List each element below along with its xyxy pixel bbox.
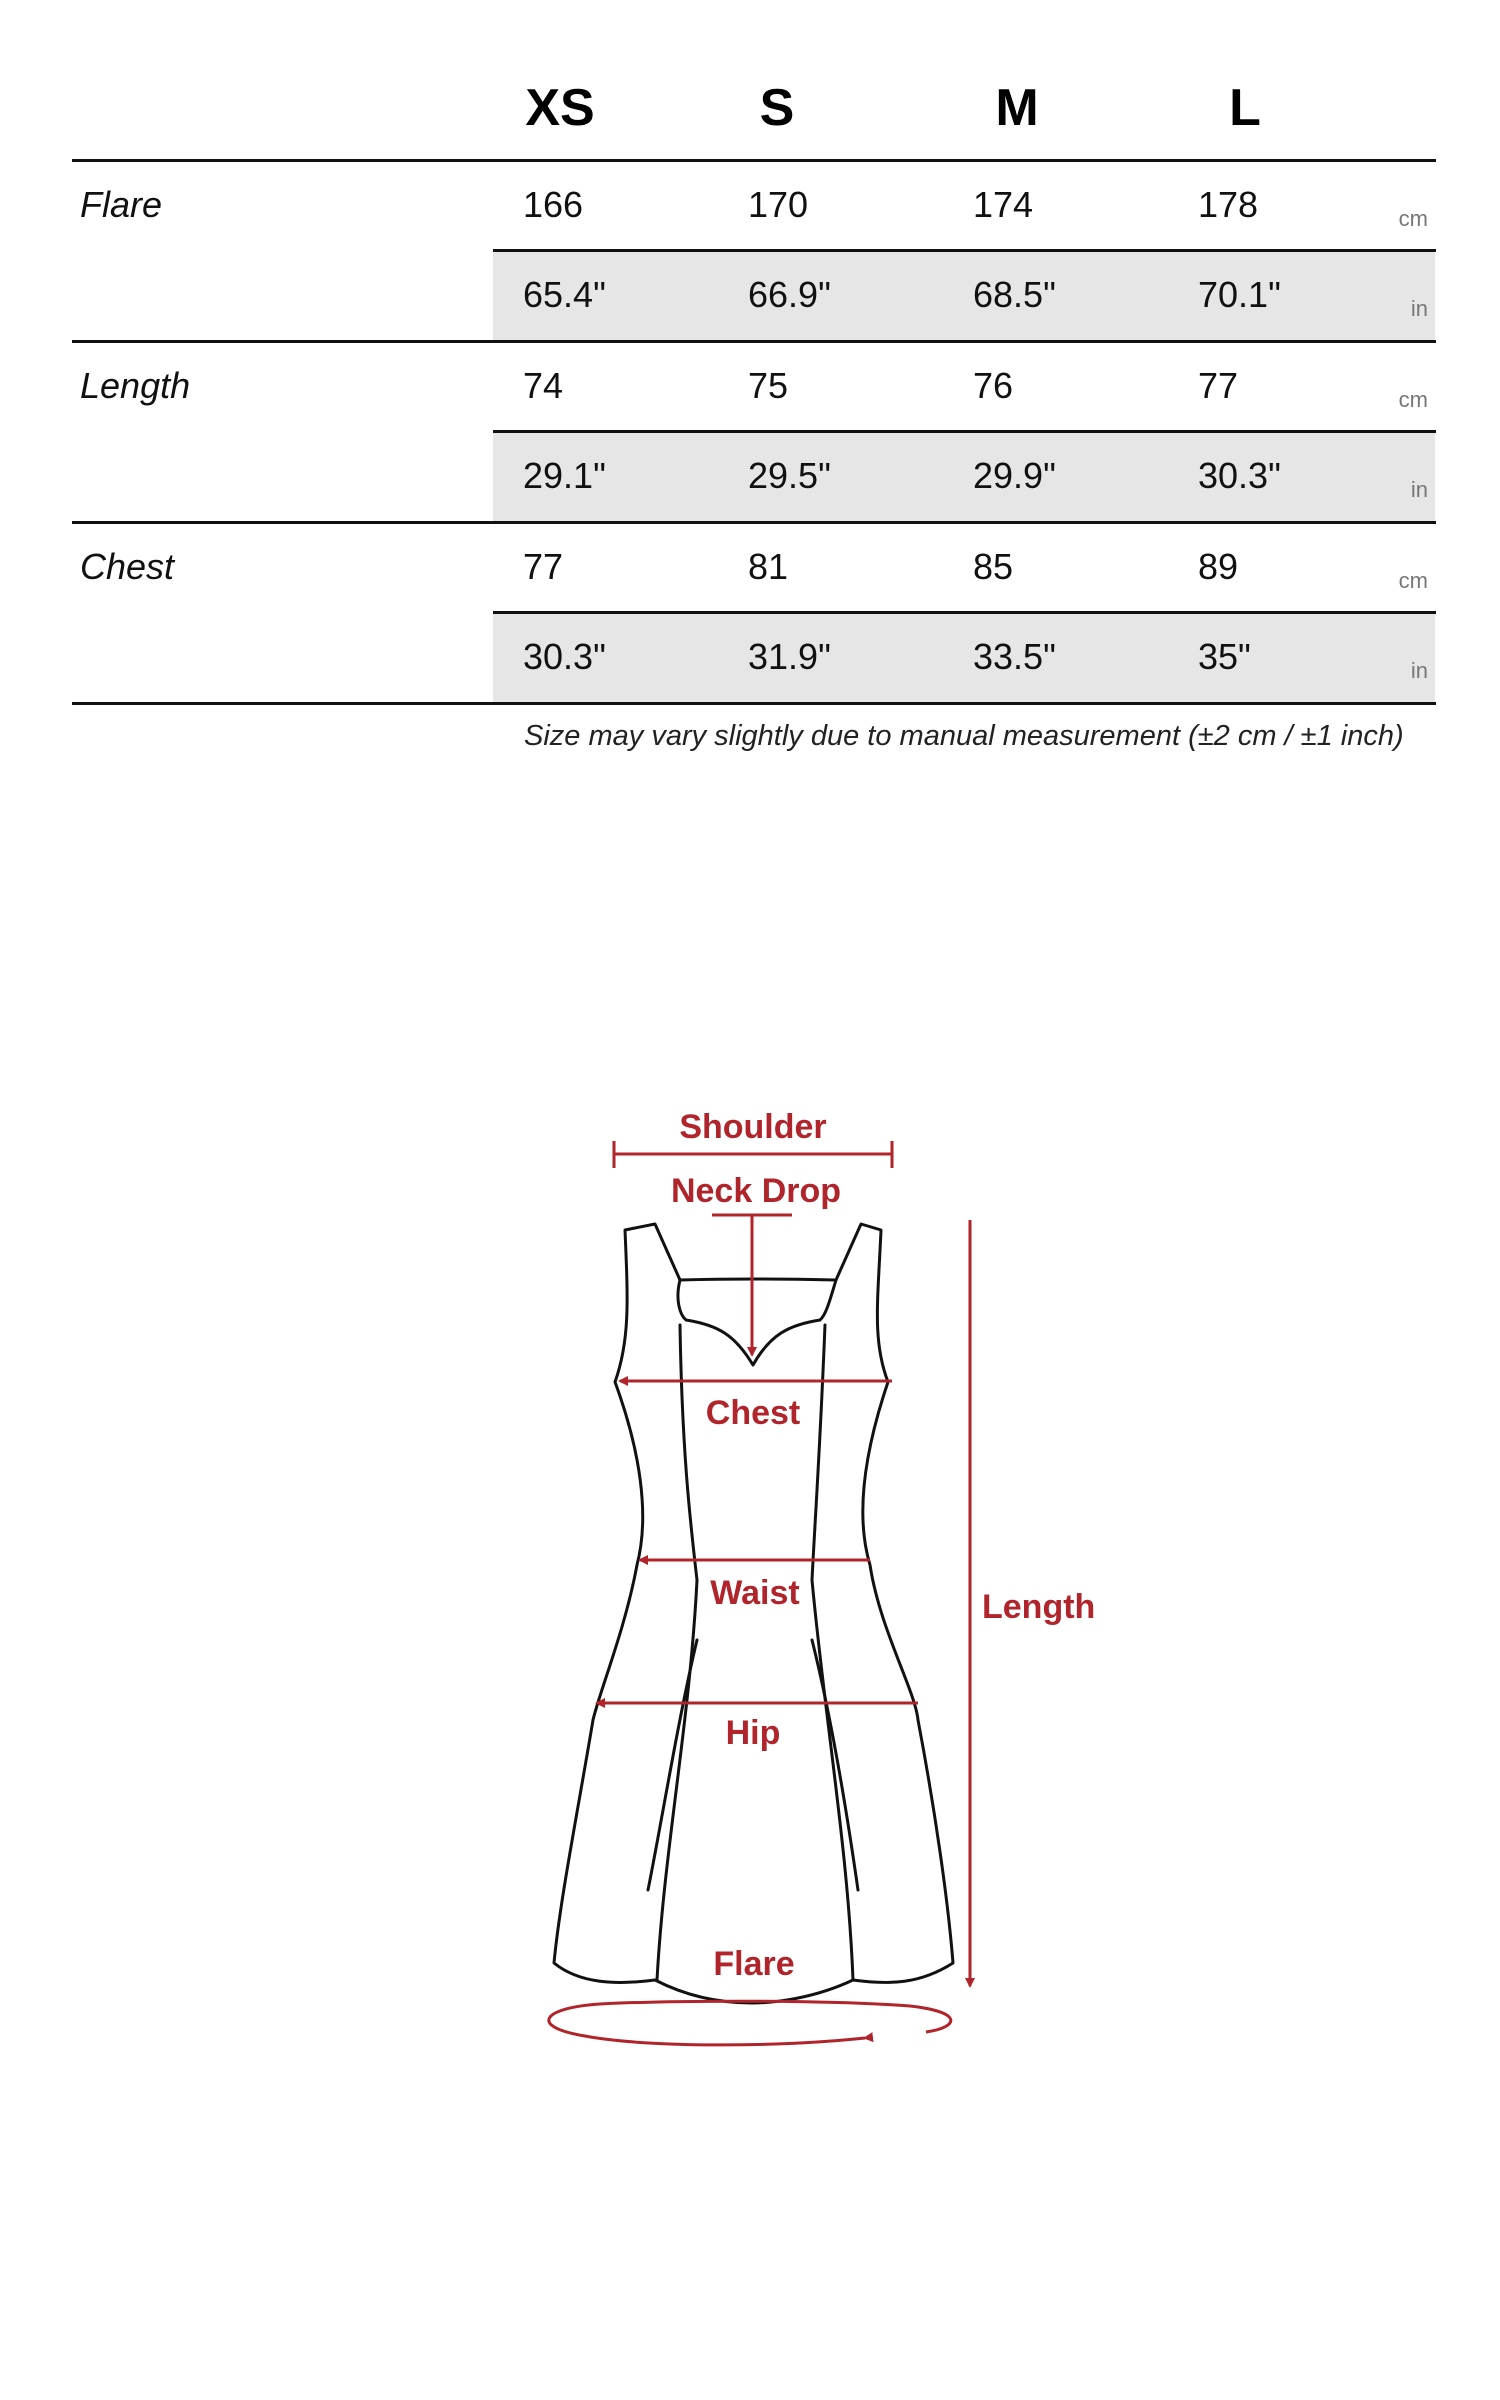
table-cell: 66.9" <box>748 274 831 315</box>
neck-drop-label: Neck Drop <box>670 1172 842 1210</box>
chest-label: Chest <box>705 1394 801 1432</box>
table-cell: 31.9" <box>748 636 831 677</box>
table-cell: 30.3" <box>523 636 606 677</box>
unit-label: cm <box>1398 206 1428 231</box>
table-cell: 77 <box>1198 365 1239 406</box>
table-cell: 75 <box>748 365 789 406</box>
flare-label: Flare <box>713 1945 795 1983</box>
table-cell: 77 <box>523 546 564 587</box>
table-cell: 89 <box>1198 546 1239 587</box>
table-cell: 170 <box>748 184 809 225</box>
table-cell: 30.3" <box>1198 455 1281 496</box>
row-label-chest: Chest <box>80 546 175 587</box>
table-cell: 81 <box>748 546 789 587</box>
table-cell: 65.4" <box>523 274 606 315</box>
row-label-length: Length <box>80 365 191 406</box>
table-cell: 166 <box>523 184 584 225</box>
table-cell: 74 <box>523 365 564 406</box>
row-label-flare: Flare <box>80 184 163 225</box>
table-cell: 29.1" <box>523 455 606 496</box>
unit-label: in <box>1410 658 1428 683</box>
waist-label: Waist <box>710 1574 800 1612</box>
table-cell: 33.5" <box>973 636 1056 677</box>
length-label: Length <box>982 1588 1096 1626</box>
unit-label: in <box>1410 477 1428 502</box>
table-cell: 68.5" <box>973 274 1056 315</box>
size-header-m: M <box>995 79 1039 137</box>
table-cell: 178 <box>1198 184 1259 225</box>
size-header-xs: XS <box>525 79 595 137</box>
unit-label: cm <box>1398 387 1428 412</box>
table-cell: 76 <box>973 365 1014 406</box>
shoulder-label: Shoulder <box>679 1108 827 1146</box>
table-cell: 174 <box>973 184 1034 225</box>
flare-arrow <box>549 2001 951 2045</box>
table-cell: 29.9" <box>973 455 1056 496</box>
table-cell: 70.1" <box>1198 274 1281 315</box>
unit-label: in <box>1410 296 1428 321</box>
size-header-s: S <box>759 79 795 137</box>
table-cell: 29.5" <box>748 455 831 496</box>
unit-label: cm <box>1398 568 1428 593</box>
table-cell: 35" <box>1198 636 1251 677</box>
size-header-l: L <box>1229 79 1261 137</box>
measurement-note: Size may vary slightly due to manual measurement (±2 cm / ±1 inch) <box>524 720 1404 752</box>
table-cell: 85 <box>973 546 1014 587</box>
hip-label: Hip <box>725 1714 781 1752</box>
